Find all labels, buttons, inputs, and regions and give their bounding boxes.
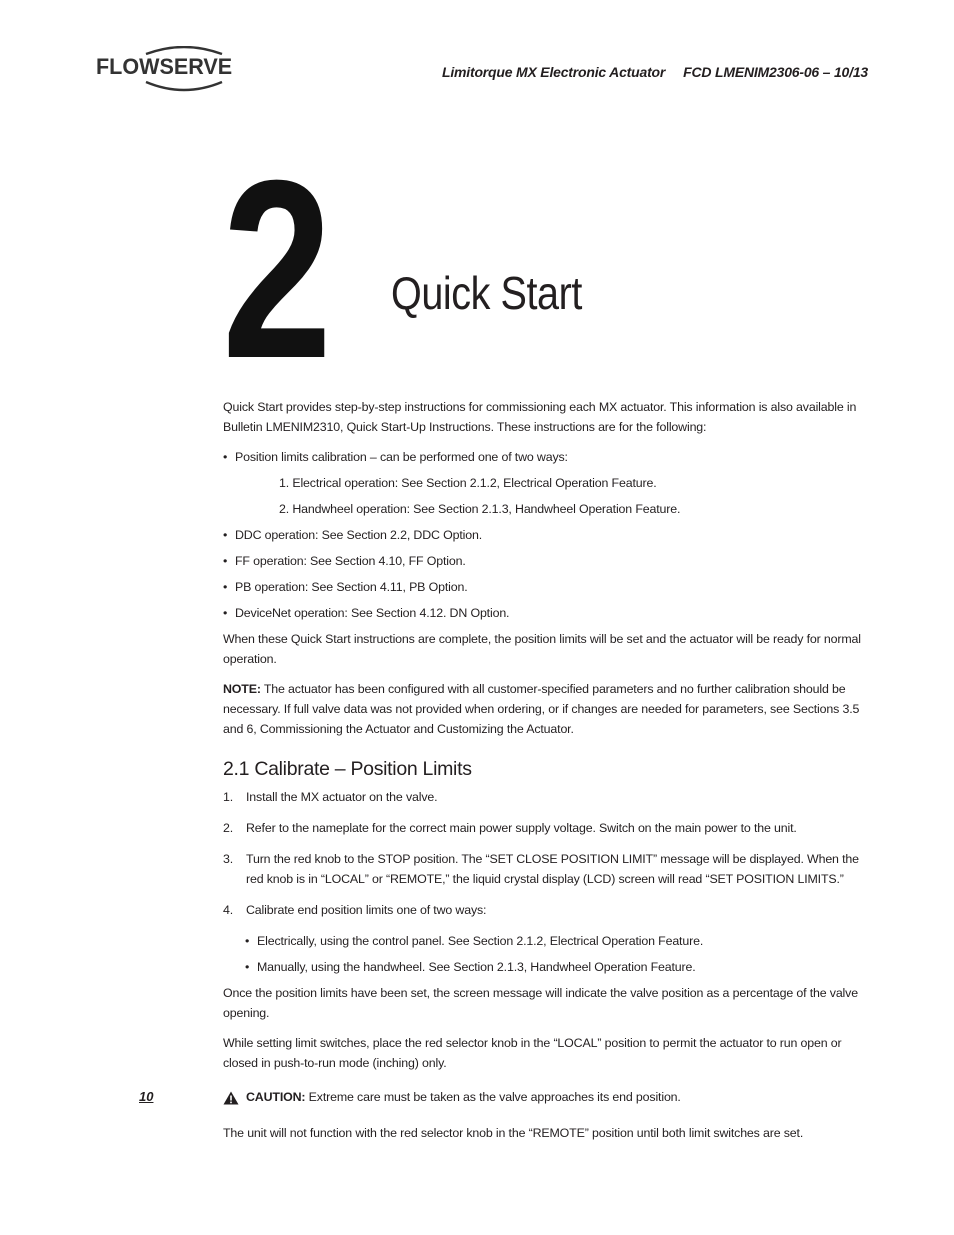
body-content [223,397,873,1153]
step-number: 3. [223,852,234,866]
step-4 [223,900,873,920]
running-header [442,64,868,80]
sub-item-handwheel: 2. Handwheel operation: See Section 2.1.3, Handwheel Operation Feature. [279,502,681,516]
bullet-devicenet: • DeviceNet operation: See Section 4.12. DN Option. [223,603,873,623]
caution-paragraph [223,1087,873,1107]
note-text: The actuator has been configured with all customer-specified parameters and no further calibration should be necessary. If full valve data was not provided when ordering, or if changes are needed for parameters, see Sections 3.5 and 6, Commissioning the Actuator and Customizing the Actuator. [223,682,860,736]
step4-bullet-manual: • Manually, using the handwheel. See Section 2.1.3, Handwheel Operation Feature. [223,957,873,977]
after-paragraph-2: While setting limit switches, place the red selector knob in the “LOCAL” position to permit the actuator to run open or closed in push-to-run mode (inching) only. [223,1036,842,1070]
step-number: 4. [223,903,234,917]
step-2 [223,818,873,838]
step-number: 1. [223,790,234,804]
header-product: Limitorque MX Electronic Actuator [442,64,666,80]
bullet-ff: • FF operation: See Section 4.10, FF Option. [223,551,873,571]
bullet-position-limits: • Position limits calibration – can be performed one of two ways: [223,447,873,467]
after-paragraph-1: Once the position limits have been set, the screen message will indicate the valve position as a percentage of the valve opening. [223,986,858,1020]
step-3 [223,849,873,889]
section-heading: 2.1 Calibrate – Position Limits [223,758,472,780]
chapter-number: 2 [222,127,330,411]
caution-text: Extreme care must be taken as the valve approaches its end position. [305,1090,681,1104]
caution-label: CAUTION: [246,1090,306,1104]
step-number: 2. [223,821,234,835]
bullet-ddc: • DDC operation: See Section 2.2, DDC Option. [223,525,873,545]
completion-paragraph: When these Quick Start instructions are complete, the position limits will be set and the actuator will be ready for normal operation. [223,632,861,666]
step-text: Turn the red knob to the STOP position. The “SET CLOSE POSITION LIMIT” message will be displayed. When the red knob is in “LOCAL” or “REMOTE,” the liquid crystal display (LCD) screen will read “SET POSITION LIMITS.” [246,852,859,886]
note-label: NOTE: [223,682,261,696]
page-number: 10 [139,1089,154,1104]
step-1 [223,787,873,807]
step-text: Install the MX actuator on the valve. [246,790,438,804]
chapter-title: Quick Start [391,267,582,319]
note-paragraph [223,679,873,739]
step-text: Refer to the nameplate for the correct main power supply voltage. Switch on the main power to the unit. [246,821,797,835]
logo-swoosh-icon [96,46,236,96]
flowserve-logo [96,46,236,96]
bullet-pb: • PB operation: See Section 4.11, PB Option. [223,577,873,597]
intro-paragraph: Quick Start provides step-by-step instructions for commissioning each MX actuator. This information is also available in Bulletin LMENIM2310, Quick Start-Up Instructions. These instructions are for the following: [223,400,857,434]
header-doc-code: FCD LMENIM2306-06 – 10/13 [683,64,868,80]
warning-triangle-icon [223,1091,239,1105]
step4-bullet-electrical: • Electrically, using the control panel. See Section 2.1.2, Electrical Operation Feature. [223,931,873,951]
final-paragraph: The unit will not function with the red selector knob in the “REMOTE” position until both limit switches are set. [223,1126,804,1140]
logo-wordmark: FLOWSERVE [96,54,233,79]
step-text: Calibrate end position limits one of two ways: [246,903,487,917]
sub-item-electrical: 1. Electrical operation: See Section 2.1.2, Electrical Operation Feature. [279,476,657,490]
